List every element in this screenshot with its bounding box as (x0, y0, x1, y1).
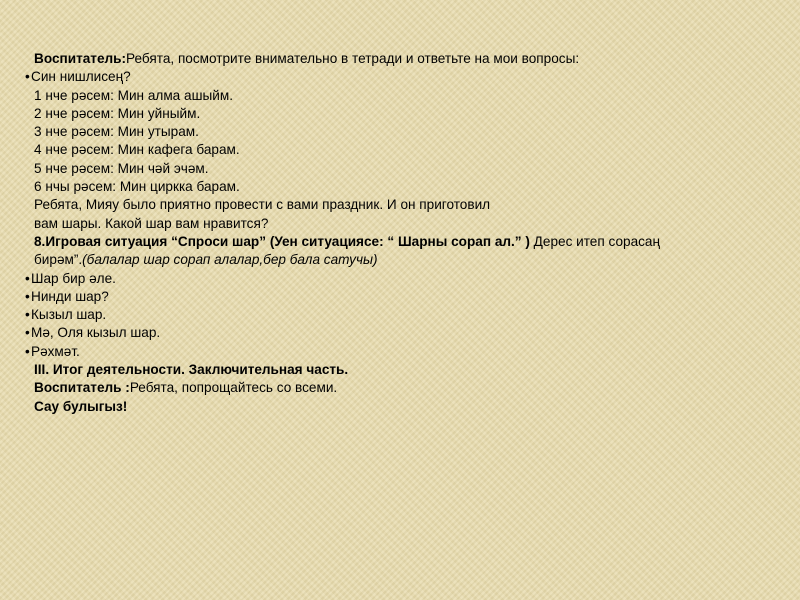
dialogue-line: • Кызыл шар. (25, 306, 795, 324)
answer-line: 2 нче рәсем: Мин уйныйм. (34, 105, 201, 121)
game-title: 8.Игровая ситуация “Спроси шар” (Уен ситуациясе: “ Шарны сорап ал.” ) (34, 233, 530, 249)
closing-speaker: Воспитатель : (34, 380, 130, 396)
narrative-line: Ребята, Мияу было приятно провести с вами праздник. И он приготовил (34, 197, 491, 213)
section3-heading (25, 361, 795, 379)
farewell-text: Сау булыгыз! (34, 398, 128, 414)
slide-body-text (25, 50, 795, 416)
question-line (25, 68, 795, 86)
game-rest: Дерес итеп сорасаң (529, 233, 661, 249)
game-line-2 (25, 251, 795, 269)
answer-line: 6 нчы рәсем: Мин циркка барам. (34, 179, 240, 195)
narrative-line: вам шары. Какой шар вам нравится? (34, 215, 269, 231)
intro-line (25, 50, 795, 68)
question-text: Син нишлисең? (31, 69, 131, 85)
game-title-line (25, 233, 795, 251)
speaker-label: Воспитатель: (34, 51, 127, 66)
answer-line: 5 нче рәсем: Мин чәй эчәм. (34, 160, 209, 176)
dialogue-line: • Мә, Оля кызыл шар. (25, 324, 795, 342)
section3-text: III. Итог деятельности. Заключительная часть. (34, 362, 349, 378)
closing-text: Ребята, попрощайтесь со всеми. (129, 380, 338, 396)
dialogue-line: • Шар бир әле. (25, 270, 795, 288)
intro-text: Ребята, посмотрите внимательно в тетради и ответьте на мои вопросы: (126, 51, 580, 66)
game-line2-italic: (балалар шар сорап алалар,бер бала сатучы) (82, 252, 378, 268)
answer-line: 4 нче рәсем: Мин кафега барам. (34, 142, 240, 158)
game-line2-start: бирәм”. (34, 252, 83, 268)
closing-line (25, 379, 795, 397)
dialogue-line: • Нинди шар? (25, 288, 795, 306)
farewell-line (25, 398, 795, 416)
answer-line: 1 нче рәсем: Мин алма ашыйм. (34, 87, 233, 103)
dialogue-line: • Рәхмәт. (25, 343, 795, 361)
answer-line: 3 нче рәсем: Мин утырам. (34, 124, 199, 140)
